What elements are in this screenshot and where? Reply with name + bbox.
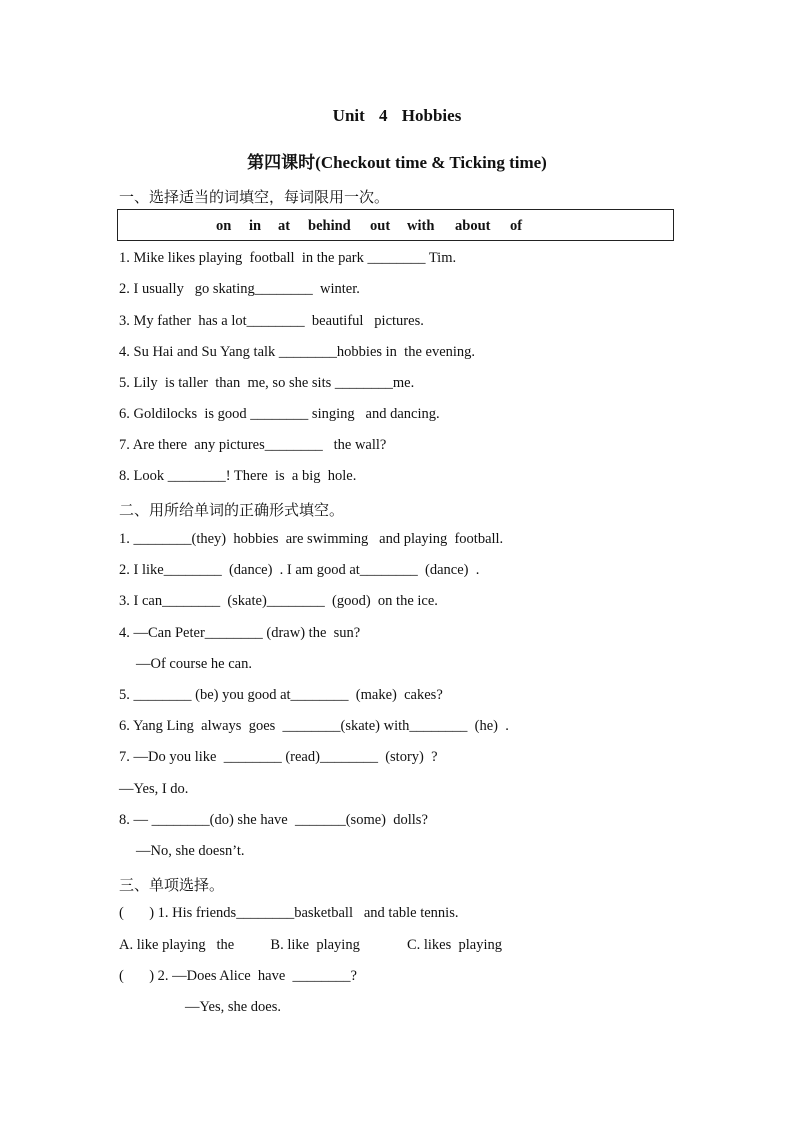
exercise-line: —No, she doesn’t. [136,843,245,859]
section2-heading: 二、用所给单词的正确形式填空。 [119,501,345,519]
word-bank-item: about [455,218,491,234]
word-bank-item: at [278,218,291,234]
exercise-line: ( ) 2. —Does Alice have ________? [119,968,357,984]
word-bank-item: behind [308,218,351,234]
word-bank-item: with [407,218,435,234]
section3-heading: 三、单项选择。 [119,876,225,894]
exercise-line: 4. Su Hai and Su Yang talk ________hobbies in the evening. [119,344,476,360]
exercise-line: —Of course he can. [136,656,252,672]
exercise-line: 5. Lily is taller than me, so she sits ________me. [119,375,415,391]
page-subtitle: 第四课时(Checkout time & Ticking time) [247,153,547,172]
word-bank-item: of [510,218,523,234]
exercise-line: —Yes, she does. [185,999,282,1015]
exercise-line: 3. My father has a lot________ beautiful pictures. [119,313,424,329]
exercise-line: 2. I like________ (dance) . I am good at________ (dance) . [119,562,480,578]
word-bank-item: out [370,218,391,234]
word-bank-item: on [216,218,232,234]
exercise-line: 6. Yang Ling always goes ________(skate) with________ (he) . [119,718,509,734]
exercise-line: 3. I can________ (skate)________ (good) on the ice. [119,593,438,609]
page-title: Unit 4 Hobbies [332,106,462,125]
section1-heading: 一、选择适当的词填空，每词限用一次。 [119,188,390,206]
exercise-line: —Yes, I do. [119,781,189,797]
exercise-line: 8. — ________(do) she have _______(some) dolls? [119,812,428,828]
exercise-line: 2. I usually go skating________ winter. [119,281,360,297]
exercise-line: 5. ________ (be) you good at________ (make) cakes? [119,687,443,703]
exercise-line: 4. —Can Peter________ (draw) the sun? [119,625,361,641]
exercise-line: 7. Are there any pictures________ the wall? [119,437,387,453]
exercise-line: 1. ________(they) hobbies are swimming and playing football. [119,531,504,547]
exercise-line: 8. Look ________! There is a big hole. [119,468,357,484]
exercise-line: 6. Goldilocks is good ________ singing and dancing. [119,406,440,422]
exercise-line: 7. —Do you like ________ (read)________ (story) ? [119,749,438,765]
exercise-line: 1. Mike likes playing football in the park ________ Tim. [119,250,457,266]
word-bank [216,218,522,235]
word-bank-item: in [249,218,262,234]
exercise-options: A. like playing the B. like playing C. likes playing [119,937,503,953]
exercise-line: ( ) 1. His friends________basketball and table tennis. [119,905,459,921]
